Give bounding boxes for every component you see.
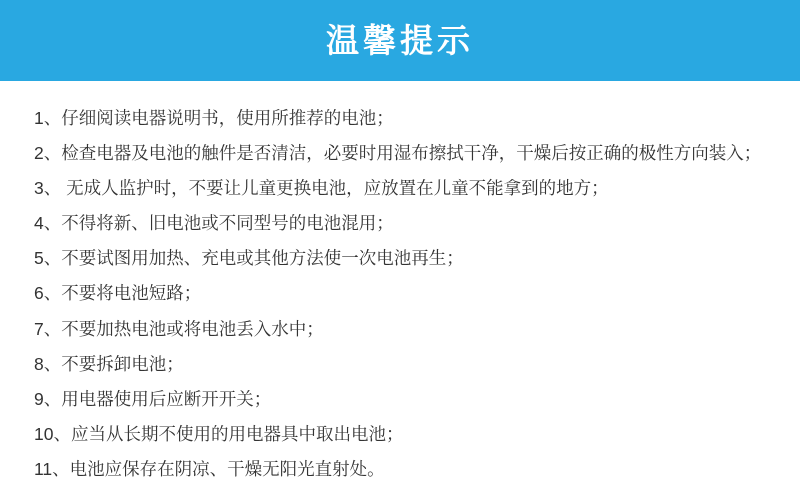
list-item: 11、电池应保存在阴凉、干燥无阳光直射处。 bbox=[34, 458, 385, 479]
list-item: 2、检查电器及电池的触件是否清洁，必要时用湿布擦拭干净，干燥后按正确的极性方向装入； bbox=[34, 143, 762, 164]
page-title: 温馨提示 bbox=[326, 22, 474, 59]
header-banner bbox=[0, 0, 800, 81]
list-item: 1、仔细阅读电器说明书，使用所推荐的电池； bbox=[34, 108, 394, 128]
list-item: 9、用电器使用后应断开开关； bbox=[34, 388, 272, 409]
tips-list bbox=[0, 81, 800, 484]
list-item: 6、不要将电池短路； bbox=[34, 283, 202, 304]
list-item: 5、不要试图用加热、充电或其他方法使一次电池再生； bbox=[34, 248, 464, 269]
list-item: 4、不得将新、旧电池或不同型号的电池混用； bbox=[34, 213, 394, 234]
list-item: 7、不要加热电池或将电池丢入水中； bbox=[34, 318, 324, 339]
list-item: 8、不要拆卸电池； bbox=[34, 353, 184, 374]
list-item: 10、应当从长期不使用的用电器具中取出电池； bbox=[34, 423, 404, 444]
list-item: 3、 无成人监护时，不要让儿童更换电池，应放置在儿童不能拿到的地方； bbox=[34, 178, 609, 199]
